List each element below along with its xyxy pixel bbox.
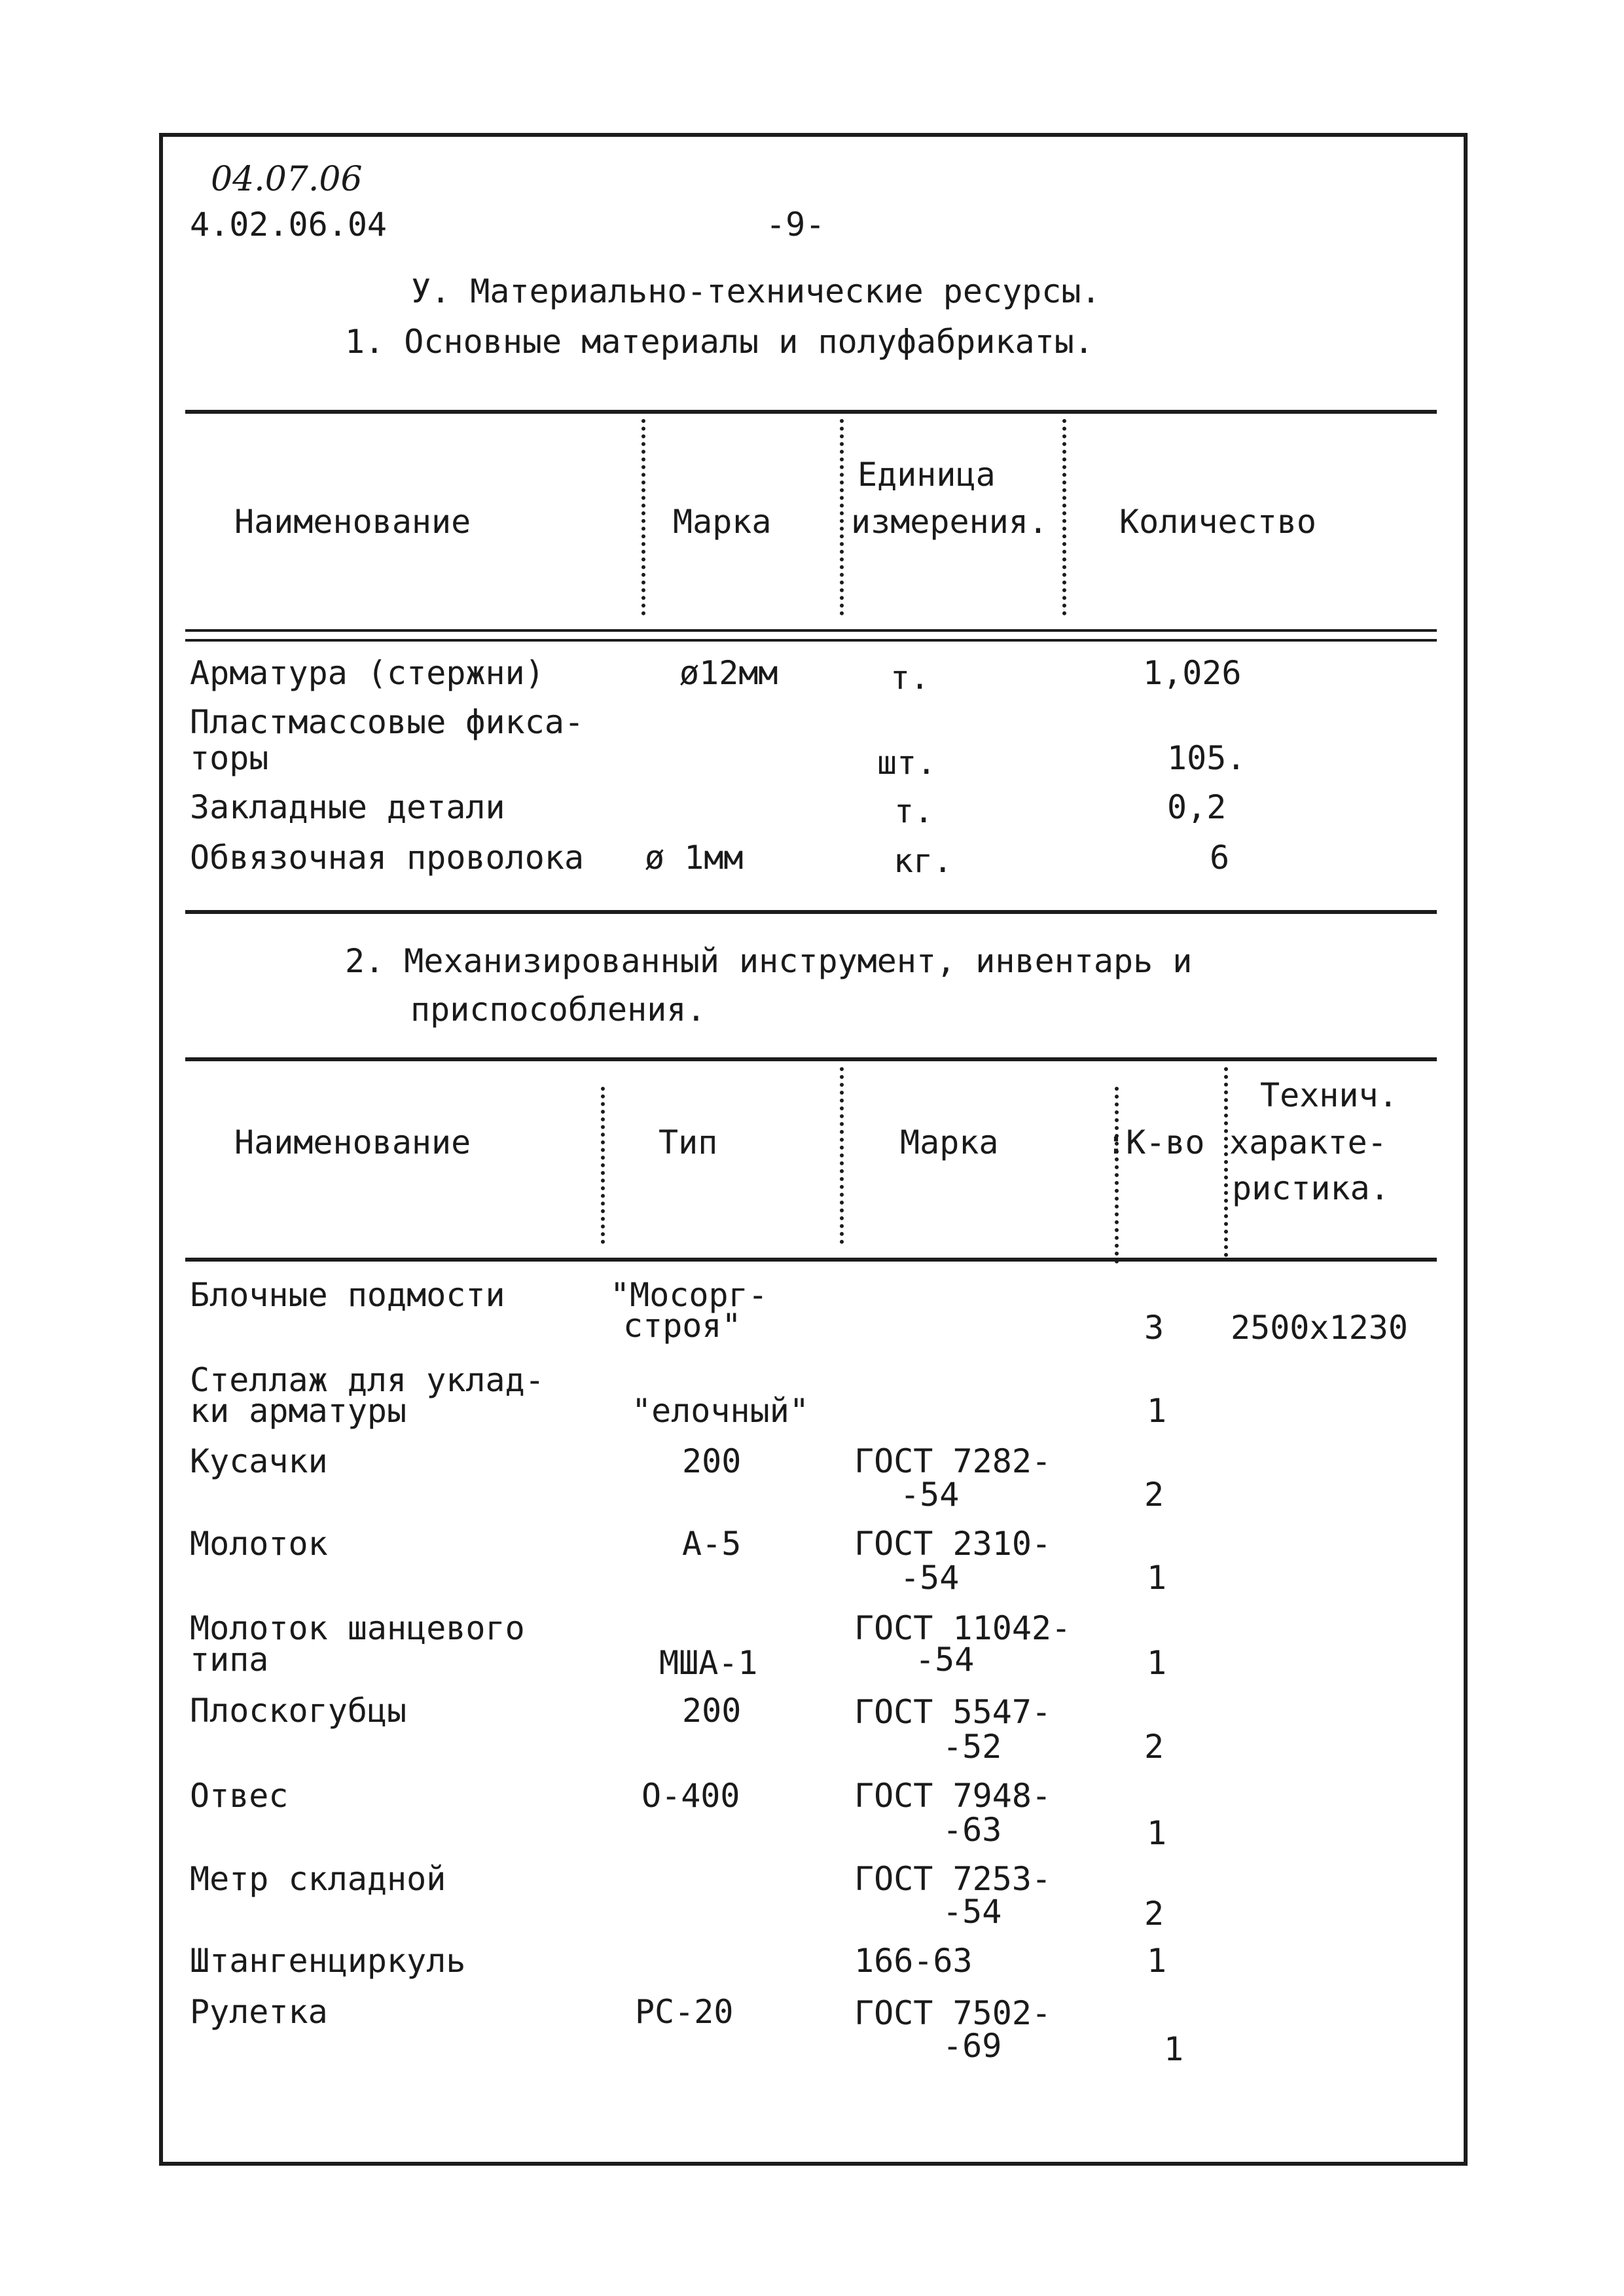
table2-header-type: Тип [659, 1123, 718, 1161]
tool-type: 200 [682, 1692, 742, 1730]
material-name: Закладные детали [190, 788, 505, 826]
tool-tech-spec: 2500x1230 [1231, 1309, 1408, 1347]
tool-name: Стеллаж для уклад- [190, 1361, 545, 1399]
tool-type: А-5 [682, 1525, 742, 1563]
table1-col-divider [641, 419, 649, 615]
tool-name: Молоток шанцевого [190, 1609, 525, 1647]
table1-top-rule [185, 410, 1437, 414]
table2-col-divider [1224, 1067, 1232, 1257]
tool-mark: ГОСТ 2310- [854, 1525, 1052, 1563]
subsection-2-title: приспособления. [410, 991, 706, 1029]
handwritten-date: 04.07.06 [211, 160, 363, 199]
tool-quantity: 2 [1144, 1728, 1164, 1766]
tool-type: 200 [682, 1442, 742, 1480]
document-code: 4.02.06.04 [190, 206, 388, 244]
table2-header-name: Наименование [234, 1123, 471, 1161]
tool-name: Блочные подмости [190, 1276, 505, 1314]
tool-name: Отвес [190, 1777, 289, 1815]
tool-type: строя" [623, 1307, 742, 1345]
material-unit: т. [890, 659, 930, 697]
material-unit: шт. [877, 744, 937, 782]
tool-mark: -63 [943, 1811, 1002, 1849]
table1-bottom-rule [185, 910, 1437, 914]
table1-col-divider [1062, 419, 1070, 615]
material-quantity: 105. [1167, 739, 1246, 777]
material-quantity: 0,2 [1167, 788, 1227, 826]
tool-quantity: 1 [1147, 1814, 1167, 1852]
table1-header-rule-2 [185, 639, 1437, 642]
tool-mark: ГОСТ 5547- [854, 1693, 1052, 1731]
subsection-2-title: 2. Механизированный инструмент, инвентарь и [345, 942, 1193, 980]
tool-mark: -54 [900, 1476, 960, 1514]
table2-col-divider [601, 1087, 609, 1244]
table1-header-unit: Единица [857, 456, 996, 494]
table2-header-tech: Технич. [1260, 1076, 1398, 1114]
table1-header-unit: измерения. [851, 503, 1049, 541]
material-quantity: 6 [1210, 839, 1230, 877]
tool-mark: -54 [915, 1641, 975, 1679]
table2-header-mark: Марка [900, 1123, 999, 1161]
tool-name: Молоток [190, 1525, 328, 1563]
material-name: Пластмассовые фикса- [190, 703, 585, 741]
tool-mark: -52 [943, 1728, 1002, 1766]
material-name: торы [190, 739, 269, 777]
tool-name: Штангенциркуль [190, 1942, 466, 1980]
page-number: -9- [766, 206, 825, 244]
tool-mark: ГОСТ 11042- [854, 1609, 1072, 1647]
material-unit: т. [894, 792, 934, 830]
tool-mark: -54 [900, 1559, 960, 1597]
tool-mark: ГОСТ 7282- [854, 1442, 1052, 1480]
tool-quantity: 1 [1147, 1392, 1167, 1430]
tool-name: типа [190, 1641, 269, 1679]
table2-header-quantity: :К-во [1106, 1123, 1205, 1161]
table1-header-mark: Марка [673, 503, 772, 541]
table1-header-name: Наименование [234, 503, 471, 541]
table2-header-tech: характе- [1229, 1123, 1387, 1161]
tool-type: "Мосорг- [610, 1276, 768, 1314]
tool-name: Плоскогубцы [190, 1692, 407, 1730]
material-mark: ø12мм [679, 654, 778, 692]
tool-mark: -54 [943, 1893, 1002, 1931]
tool-quantity: 1 [1164, 2030, 1184, 2068]
subsection-1-title: 1. Основные материалы и полуфабрикаты. [345, 323, 1094, 361]
material-mark: ø 1мм [645, 839, 744, 877]
table2-header-rule [185, 1258, 1437, 1262]
tool-mark: ГОСТ 7948- [854, 1777, 1052, 1815]
tool-quantity: 1 [1147, 1942, 1167, 1980]
table1-col-divider [840, 419, 848, 615]
tool-type: РС-20 [635, 1993, 734, 2031]
tool-quantity: 1 [1147, 1559, 1167, 1597]
tool-mark: ГОСТ 7502- [854, 1994, 1052, 2032]
tool-mark: -69 [943, 2027, 1002, 2065]
material-name: Арматура (стержни) [190, 654, 545, 692]
table1-header-quantity: Количество [1119, 503, 1317, 541]
tool-name: Кусачки [190, 1442, 328, 1480]
section-title: У. Материально-технические ресурсы. [411, 272, 1101, 310]
table2-col-divider [1115, 1087, 1123, 1264]
table2-top-rule [185, 1057, 1437, 1061]
tool-mark: 166-63 [854, 1942, 973, 1980]
tool-type: МША-1 [659, 1644, 758, 1682]
table2-header-tech: ристика. [1232, 1169, 1390, 1207]
tool-type: О-400 [641, 1777, 740, 1815]
tool-quantity: 2 [1144, 1476, 1164, 1514]
tool-quantity: 3 [1144, 1309, 1164, 1347]
material-unit: кг. [893, 842, 953, 880]
material-name: Обвязочная проволока [190, 839, 585, 877]
tool-name: Метр складной [190, 1860, 446, 1898]
tool-type: "елочный" [632, 1392, 809, 1430]
tool-name: ки арматуры [190, 1392, 407, 1430]
material-quantity: 1,026 [1143, 654, 1242, 692]
tool-quantity: 2 [1144, 1895, 1164, 1933]
table1-header-rule-1 [185, 629, 1437, 632]
tool-name: Рулетка [190, 1993, 328, 2031]
tool-quantity: 1 [1147, 1644, 1167, 1682]
table2-col-divider [840, 1067, 848, 1244]
tool-mark: ГОСТ 7253- [854, 1860, 1052, 1898]
